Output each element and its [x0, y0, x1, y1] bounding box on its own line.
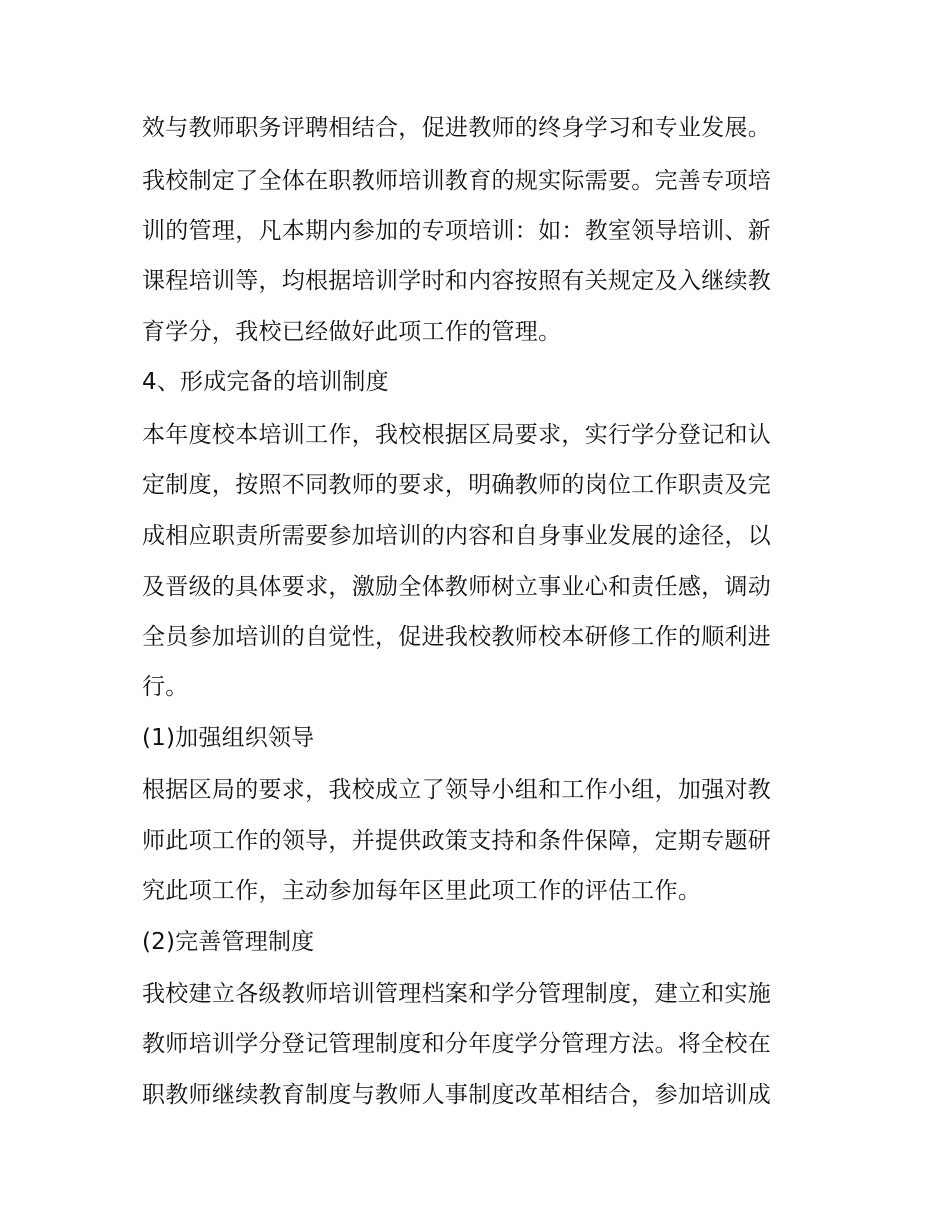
paragraph-line: 课程培训等，均根据培训学时和内容按照有关规定及入继续教 [142, 268, 772, 294]
section-heading: 4、形成完备的培训制度 [142, 369, 389, 395]
paragraph-line: 我校制定了全体在职教师培训教育的规实际需要。完善专项培 [142, 168, 772, 194]
paragraph-line: 及晋级的具体要求，激励全体教师树立事业心和责任感，调动 [142, 574, 772, 600]
paragraph-line: 本年度校本培训工作，我校根据区局要求，实行学分登记和认 [142, 422, 772, 448]
paragraph-line: 训的管理，凡本期内参加的专项培训：如：教室领导培训、新 [142, 218, 772, 244]
paragraph-line: 我校建立各级教师培训管理档案和学分管理制度，建立和实施 [142, 981, 772, 1007]
subsection-heading: (1)加强组织领导 [142, 725, 315, 751]
paragraph-line: 职教师继续教育制度与教师人事制度改革相结合，参加培训成 [142, 1082, 772, 1108]
paragraph-line: 根据区局的要求，我校成立了领导小组和工作小组，加强对教 [142, 777, 772, 803]
paragraph-line: 究此项工作，主动参加每年区里此项工作的评估工作。 [142, 878, 702, 904]
paragraph-line: 成相应职责所需要参加培训的内容和自身事业发展的途径，以 [142, 523, 772, 549]
paragraph-line: 效与教师职务评聘相结合，促进教师的终身学习和专业发展。 [142, 115, 772, 141]
paragraph-line: 育学分，我校已经做好此项工作的管理。 [142, 319, 562, 345]
subsection-heading: (2)完善管理制度 [142, 929, 315, 955]
paragraph-line: 行。 [142, 674, 189, 700]
paragraph-line: 定制度，按照不同教师的要求，明确教师的岗位工作职责及完 [142, 472, 772, 498]
paragraph-line: 教师培训学分登记管理制度和分年度学分管理方法。将全校在 [142, 1031, 772, 1057]
paragraph-line: 全员参加培训的自觉性，促进我校教师校本研修工作的顺利进 [142, 624, 772, 650]
paragraph-line: 师此项工作的领导，并提供政策支持和条件保障，定期专题研 [142, 828, 772, 854]
